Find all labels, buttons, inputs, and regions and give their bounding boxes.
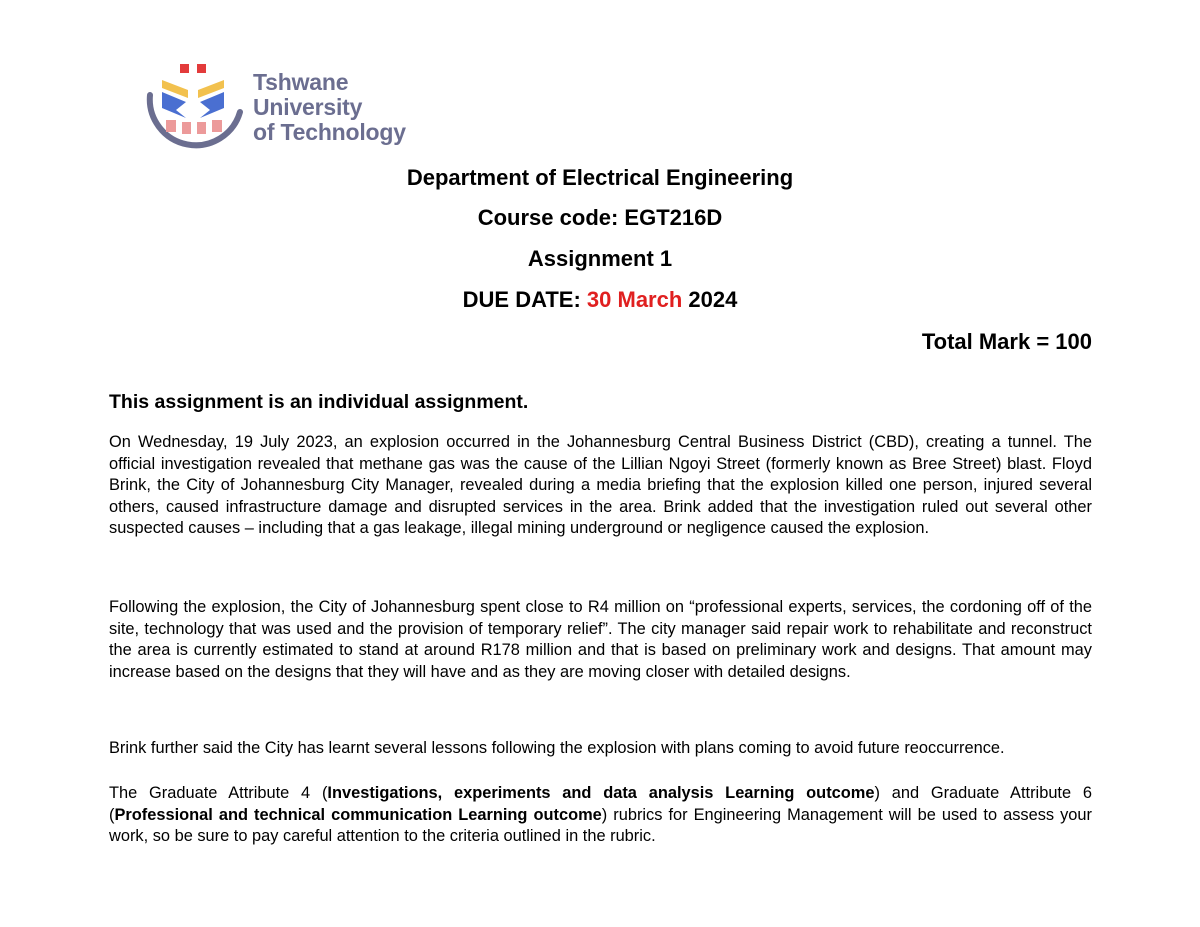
university-logo (140, 50, 450, 155)
rubric-text-b: ) and Graduate Attribute 6 ( (109, 784, 1092, 824)
individual-assignment-note: This assignment is an individual assignment. (109, 391, 529, 413)
due-date-highlight: 30 March (586, 287, 683, 312)
due-date-suffix: 2024 (682, 287, 738, 312)
paragraph-lessons: Brink further said the City has learnt several lessons following the explosion with plans coming to avoid future reoccurrence. (109, 739, 1005, 757)
department-heading: Department of Electrical Engineering (406, 165, 794, 190)
due-date-heading (0, 287, 1200, 313)
logo-line-1: Tshwane University (253, 69, 363, 120)
assignment-heading: Assignment 1 (527, 246, 673, 271)
paragraph-rubrics (109, 783, 1092, 848)
rubric-text-a: The Graduate Attribute 4 ( (109, 784, 328, 802)
course-code-heading: Course code: EGT216D (477, 205, 723, 230)
paragraph-incident: On Wednesday, 19 July 2023, an explosion occurred in the Johannesburg Central Business District (CBD), creating a tunnel. The official investigation revealed that methane gas was the cause of the Lillian Ngoyi Street (formerly known as Bree Street) blast. Floyd Brink, the City of Johannesburg City Manager, revealed during a media briefing that the explosion killed one person, injured several others, caused infrastructure damage and disrupted services in the area. Brink added that the investigation ruled out several other suspected causes – including that a gas leakage, illegal mining underground or negligence caused the explosion. (109, 433, 1092, 537)
graduate-attribute-6-outcome: Professional and technical communication Learning outcome (114, 805, 602, 824)
paragraph-costs: Following the explosion, the City of Johannesburg spent close to R4 million on “professional experts, services, the cordoning off of the site, technology that was used and the provision of temporary relief”. The city manager said repair work to rehabilitate and reconstruct the area is currently estimated to stand at around R178 million and that is based on preliminary work and designs. That amount may increase based on the designs that they will have and as they are moving closer with detailed designs. (109, 598, 1092, 681)
total-mark: Total Mark = 100 (921, 329, 1092, 354)
rubric-text-c: ) rubrics for Engineering Management will be used to assess your work, so be sure to pay careful attention to the criteria outlined in the rubric. (109, 805, 1092, 845)
logo-wordmark (253, 70, 450, 145)
due-date-prefix: DUE DATE: (462, 287, 587, 312)
graduate-attribute-4-outcome: Investigations, experiments and data analysis Learning outcome (327, 784, 875, 802)
logo-line-2: of Technology (253, 119, 406, 145)
logo-emblem-icon (140, 50, 250, 155)
